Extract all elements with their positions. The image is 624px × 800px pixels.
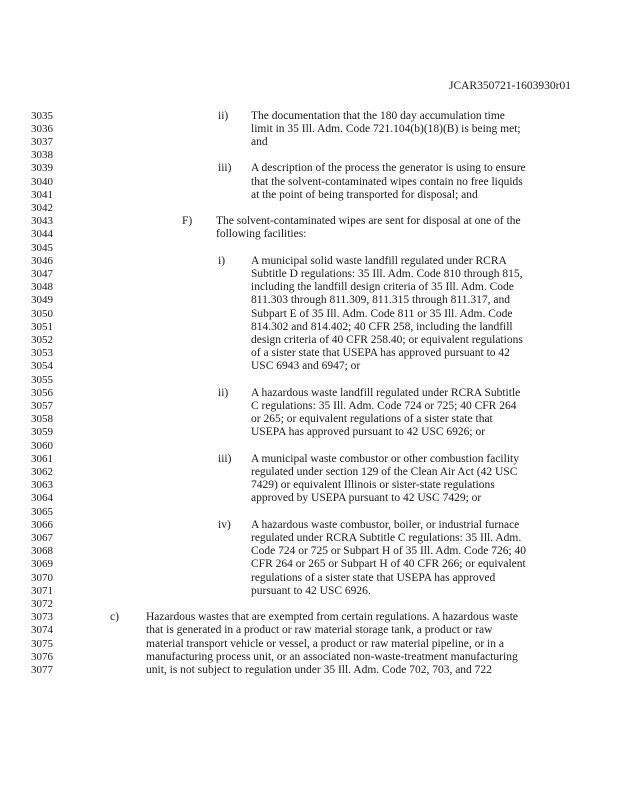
paragraph-text-line: The solvent-contaminated wipes are sent for disposal at one of the: [216, 215, 521, 228]
line-number: 3042: [31, 201, 53, 214]
line-number: 3065: [31, 505, 53, 518]
line-number: 3076: [31, 650, 53, 663]
paragraph-label: ii): [218, 386, 229, 399]
paragraph-text-line: regulations of a sister state that USEPA has approved: [251, 571, 496, 584]
line-number: 3060: [31, 439, 53, 452]
line-number: 3061: [31, 452, 53, 465]
line-number: 3070: [31, 571, 53, 584]
line-number: 3071: [31, 584, 53, 597]
paragraph-text-line: Subpart E of 35 Ill. Adm. Code 811 or 35 Ill. Adm. Code: [251, 307, 513, 320]
paragraph-text-line: CFR 264 or 265 or Subpart H of 40 CFR 266; or equivalent: [251, 558, 526, 571]
line-number: 3066: [31, 518, 53, 531]
document-id: JCAR350721-1603930r01: [448, 80, 571, 92]
paragraph-text-line: C regulations: 35 Ill. Adm. Code 724 or 725; 40 CFR 264: [251, 399, 517, 412]
paragraph-text-line: A municipal solid waste landfill regulated under RCRA: [251, 254, 507, 267]
paragraph-text-line: A description of the process the generator is using to ensure: [251, 162, 526, 175]
paragraph-text-line: and: [251, 135, 268, 148]
line-number: 3064: [31, 492, 53, 505]
line-number: 3048: [31, 281, 53, 294]
paragraph-text-line: unit, is not subject to regulation under 35 Ill. Adm. Code 702, 703, and 722: [146, 663, 492, 676]
paragraph-label: F): [182, 215, 193, 228]
line-number: 3068: [31, 545, 53, 558]
line-number: 3043: [31, 215, 53, 228]
paragraph-text-line: Code 724 or 725 or Subpart H of 35 Ill. Adm. Code 726; 40: [251, 545, 527, 558]
paragraph-text-line: including the landfill design criteria of 35 Ill. Adm. Code: [251, 281, 514, 294]
paragraph-text-line: following facilities:: [216, 228, 307, 241]
paragraph-text-line: USEPA has approved pursuant to 42 USC 6926; or: [251, 426, 486, 439]
line-number: 3052: [31, 333, 53, 346]
line-number: 3050: [31, 307, 53, 320]
paragraph-text-line: 814.302 and 814.402; 40 CFR 258, including the landfill: [251, 320, 513, 333]
line-number: 3051: [31, 320, 53, 333]
line-number: 3054: [31, 360, 53, 373]
line-number: 3057: [31, 399, 53, 412]
line-number: 3069: [31, 558, 53, 571]
line-number: 3073: [31, 611, 53, 624]
paragraph-text-line: material transport vehicle or vessel, a product or raw material pipeline, or in a: [146, 637, 504, 650]
line-number: 3039: [31, 162, 53, 175]
line-number: 3074: [31, 624, 53, 637]
line-number: 3037: [31, 135, 53, 148]
line-number: 3047: [31, 267, 53, 280]
paragraph-label: ii): [218, 109, 229, 122]
paragraph-text-line: limit in 35 Ill. Adm. Code 721.104(b)(18)(B) is being met;: [251, 122, 521, 135]
paragraph-text-line: or 265; or equivalent regulations of a sister state that: [251, 413, 493, 426]
line-number: 3046: [31, 254, 53, 267]
line-number: 3056: [31, 386, 53, 399]
line-number: 3053: [31, 347, 53, 360]
line-number: 3045: [31, 241, 53, 254]
paragraph-text-line: A hazardous waste landfill regulated under RCRA Subtitle: [251, 386, 521, 399]
paragraph-label: iii): [218, 452, 232, 465]
paragraph-label: iii): [218, 162, 232, 175]
paragraph-text-line: regulated under section 129 of the Clean Air Act (42 USC: [251, 465, 518, 478]
paragraph-text-line: design criteria of 40 CFR 258.40; or equivalent regulations: [251, 333, 523, 346]
paragraph-text-line: Hazardous wastes that are exempted from certain regulations. A hazardous waste: [146, 611, 519, 624]
paragraph-text-line: of a sister state that USEPA has approved pursuant to 42: [251, 347, 510, 360]
paragraph-text-line: Subtitle D regulations: 35 Ill. Adm. Code 810 through 815,: [251, 267, 523, 280]
line-number: 3075: [31, 637, 53, 650]
line-number: 3041: [31, 188, 53, 201]
line-number: 3035: [31, 109, 53, 122]
paragraph-text-line: that the solvent-contaminated wipes contain no free liquids: [251, 175, 523, 188]
line-number: 3072: [31, 597, 53, 610]
paragraph-text-line: that is generated in a product or raw material storage tank, a product or raw: [146, 624, 493, 637]
paragraph-text-line: The documentation that the 180 day accumulation time: [251, 109, 505, 122]
line-number: 3044: [31, 228, 53, 241]
line-number: 3063: [31, 479, 53, 492]
line-number: 3038: [31, 149, 53, 162]
paragraph-text-line: A municipal waste combustor or other combustion facility: [251, 452, 519, 465]
paragraph-text-line: regulated under RCRA Subtitle C regulations: 35 Ill. Adm.: [251, 531, 522, 544]
line-number: 3059: [31, 426, 53, 439]
line-number: 3077: [31, 663, 53, 676]
line-number: 3058: [31, 413, 53, 426]
paragraph-text-line: pursuant to 42 USC 6926.: [251, 584, 371, 597]
paragraph-text-line: 7429) or equivalent Illinois or sister-state regulations: [251, 479, 495, 492]
line-number: 3040: [31, 175, 53, 188]
paragraph-text-line: approved by USEPA pursuant to 42 USC 7429; or: [251, 492, 482, 505]
paragraph-text-line: USC 6943 and 6947; or: [251, 360, 361, 373]
line-number: 3062: [31, 465, 53, 478]
line-number: 3055: [31, 373, 53, 386]
paragraph-text-line: manufacturing process unit, or an associated non-waste-treatment manufacturing: [146, 650, 518, 663]
paragraph-label: i): [218, 254, 226, 267]
paragraph-text-line: 811.303 through 811.309, 811.315 through 811.317, and: [251, 294, 510, 307]
line-number: 3049: [31, 294, 53, 307]
paragraph-label: c): [110, 611, 119, 624]
paragraph-text-line: at the point of being transported for disposal; and: [251, 188, 478, 201]
paragraph-label: iv): [218, 518, 231, 531]
line-number: 3067: [31, 531, 53, 544]
line-number: 3036: [31, 122, 53, 135]
paragraph-text-line: A hazardous waste combustor, boiler, or industrial furnace: [251, 518, 520, 531]
